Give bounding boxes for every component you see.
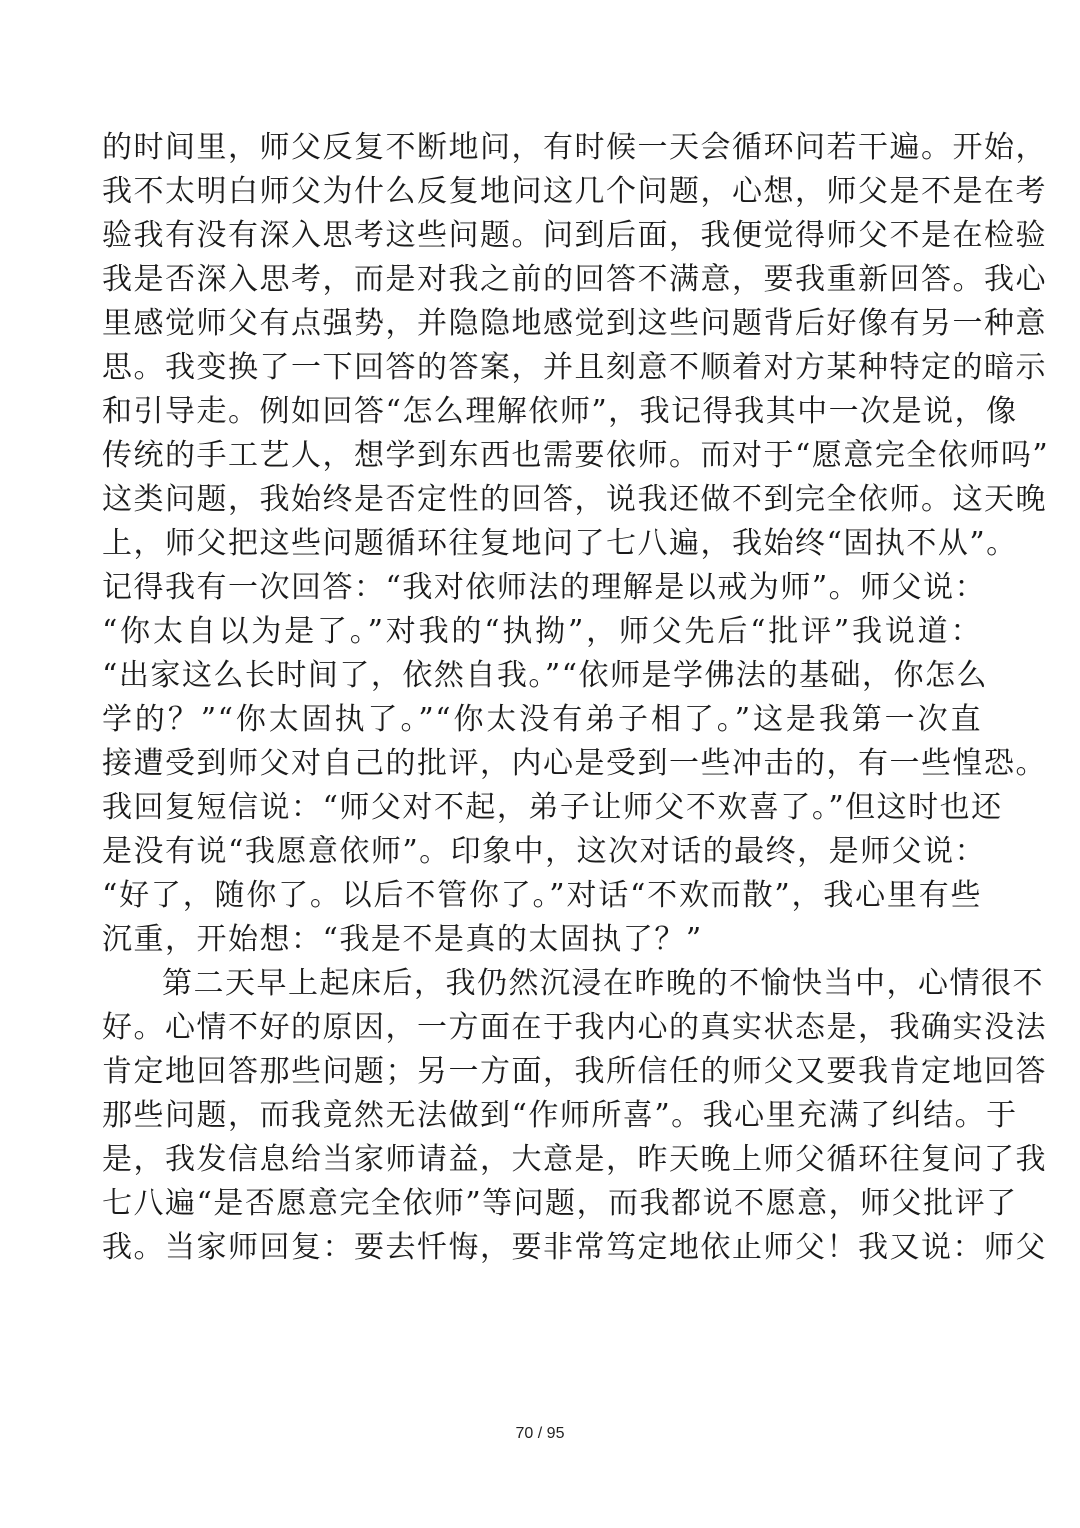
text-line: 上，师父把这些问题循环往复地问了七八遍，我始终“固执不从”。 bbox=[102, 526, 1018, 561]
text-line: 我。当家师回复：要去忏悔，要非常笃定地依止师父！我又说：师父 bbox=[102, 1230, 1047, 1265]
text-line: 思。我变换了一下回答的答案，并且刻意不顺着对方某种特定的暗示 bbox=[102, 350, 1047, 385]
paragraph-1 bbox=[102, 126, 1050, 962]
body-text bbox=[102, 126, 1050, 1270]
text-line: 记得我有一次回答：“我对依师法的理解是以戒为师”。师父说： bbox=[102, 570, 987, 605]
paragraph-2 bbox=[102, 962, 1047, 1270]
text-line: 我是否深入思考，而是对我之前的回答不满意，要我重新回答。我心 bbox=[102, 262, 1047, 297]
text-line: 是，我发信息给当家师请益，大意是，昨天晚上师父循环往复问了我 bbox=[102, 1142, 1047, 1177]
text-line: 里感觉师父有点强势，并隐隐地感觉到这些问题背后好像有另一种意 bbox=[102, 306, 1047, 341]
text-line: 传统的手工艺人，想学到东西也需要依师。而对于“愿意完全依师吗” bbox=[102, 438, 1050, 473]
text-line: 沉重，开始想：“我是不是真的太固执了？” bbox=[102, 922, 703, 957]
text-line: 是没有说“我愿意依师”。印象中，这次对话的最终，是师父说： bbox=[102, 834, 987, 869]
page-number: 70 / 95 bbox=[515, 1425, 565, 1442]
text-line: 我不太明白师父为什么反复地问这几个问题，心想，师父是不是在考 bbox=[102, 174, 1047, 209]
text-line: 好。心情不好的原因，一方面在于我内心的真实状态是，我确实没法 bbox=[102, 1010, 1047, 1045]
text-line: 这类问题，我始终是否定性的回答，说我还做不到完全依师。这天晚 bbox=[102, 482, 1047, 517]
text-line: 肯定地回答那些问题；另一方面，我所信任的师父又要我肯定地回答 bbox=[102, 1054, 1047, 1089]
text-line: 那些问题，而我竟然无法做到“作师所喜”。我心里充满了纠结。于 bbox=[102, 1098, 1018, 1133]
text-line: 第二天早上起床后，我仍然沉浸在昨晚的不愉快当中，心情很不 bbox=[162, 966, 1044, 1001]
text-line: “出家这么长时间了，依然自我。”“依师是学佛法的基础，你怎么 bbox=[102, 658, 989, 693]
text-line: 的时间里，师父反复不断地问，有时候一天会循环问若干遍。开始， bbox=[102, 130, 1047, 165]
text-line: 和引导走。例如回答“怎么理解依师”，我记得我其中一次是说，像 bbox=[102, 394, 1018, 429]
text-line: “好了，随你了。以后不管你了。”对话“不欢而散”，我心里有些 bbox=[102, 878, 982, 913]
text-line: 接遭受到师父对自己的批评，内心是受到一些冲击的，有一些惶恐。 bbox=[102, 746, 1047, 781]
text-line: 学的？”“你太固执了。”“你太没有弟子相了。”这是我第一次直 bbox=[102, 702, 982, 737]
text-line: “你太自以为是了。”对我的“执拗”，师父先后“批评”我说道： bbox=[102, 614, 982, 649]
text-line: 七八遍“是否愿意完全依师”等问题，而我都说不愿意，师父批评了 bbox=[102, 1186, 1018, 1221]
text-line: 我回复短信说：“师父对不起，弟子让师父不欢喜了。”但这时也还 bbox=[102, 790, 1003, 825]
text-line: 验我有没有深入思考这些问题。问到后面，我便觉得师父不是在检验 bbox=[102, 218, 1047, 253]
